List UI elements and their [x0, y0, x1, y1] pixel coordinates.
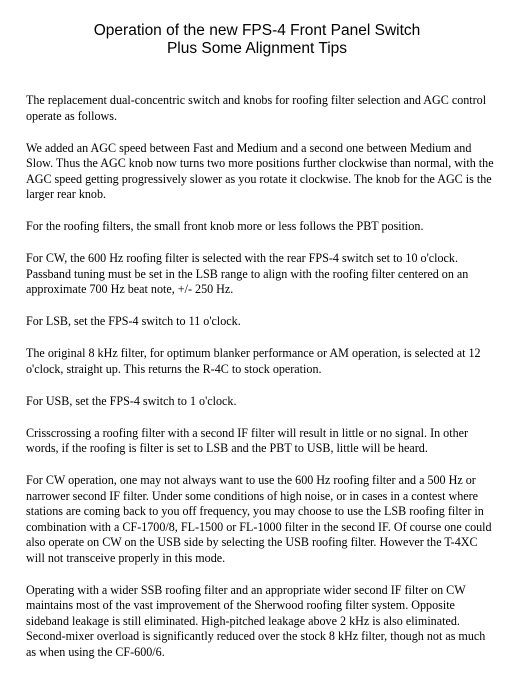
paragraph-roofing-knob: For the roofing filters, the small front knob more or less follows the PBT position.: [26, 219, 424, 233]
paragraph-cw-setting: For CW, the 600 Hz roofing filter is selected with the rear FPS-4 switch set to 10 o'clock. Passband tuning must be set in the LSB range to align with the roofing filter centered on an approximate 700 Hz beat note, +/- 250 Hz.: [26, 251, 469, 296]
paragraph-lsb-setting: For LSB, set the FPS-4 switch to 11 o'clock.: [26, 314, 241, 328]
paragraph-cw-operation: For CW operation, one may not always want to use the 600 Hz roofing filter and a 500 Hz or narrower second IF filter. Under some conditions of high noise, or in cases in a contest where stations are coming back to you off frequency, you may choose to use the LSB roofing filter in combination with a CF-1700/8, FL-1500 or FL-1000 filter in the second IF. Of course one could also operate on CW on the USB side by selecting the USB roofing filter. However the T-4XC will not transceive properly in this mode.: [26, 473, 492, 565]
title-line-1: Operation of the new FPS-4 Front Panel Switch: [93, 22, 421, 39]
paragraph-wider-ssb: Operating with a wider SSB roofing filter and an appropriate wider second IF filter on CW maintains most of the vast improvement of the Sherwood roofing filter system. Opposite sideband leakage is still eliminated. High-pitched leakage above 2 kHz is also eliminated. Second-mixer overload is significantly reduced over the stock 8 kHz filter, though not as much as when using the CF-600/6.: [26, 582, 486, 659]
paragraph-agc-speeds: We added an AGC speed between Fast and Medium and a second one between Medium and Slow. Thus the AGC knob now turns two more positions further clockwise than normal, with the AGC speed getting progressively slower as you rotate it clockwise. The knob for the AGC is the larger rear knob.: [26, 140, 494, 201]
paragraph-usb-setting: For USB, set the FPS-4 switch to 1 o'clock.: [26, 393, 237, 408]
paragraph-crisscross: Crisscrossing a roofing filter with a second IF filter will result in little or no signal. In other words, if the roofing is filter is set to LSB and the PBT to USB, little will be heard.: [26, 425, 469, 455]
title-line-2: Plus Some Alignment Tips: [166, 40, 348, 57]
document-body: [26, 93, 496, 677]
paragraph-8khz-filter: The original 8 kHz filter, for optimum blanker performance or AM operation, is selected at 12 o'clock, straight up. This returns the R-4C to stock operation.: [26, 346, 481, 376]
paragraph-intro: The replacement dual-concentric switch and knobs for roofing filter selection and AGC control operate as follows.: [26, 93, 487, 123]
